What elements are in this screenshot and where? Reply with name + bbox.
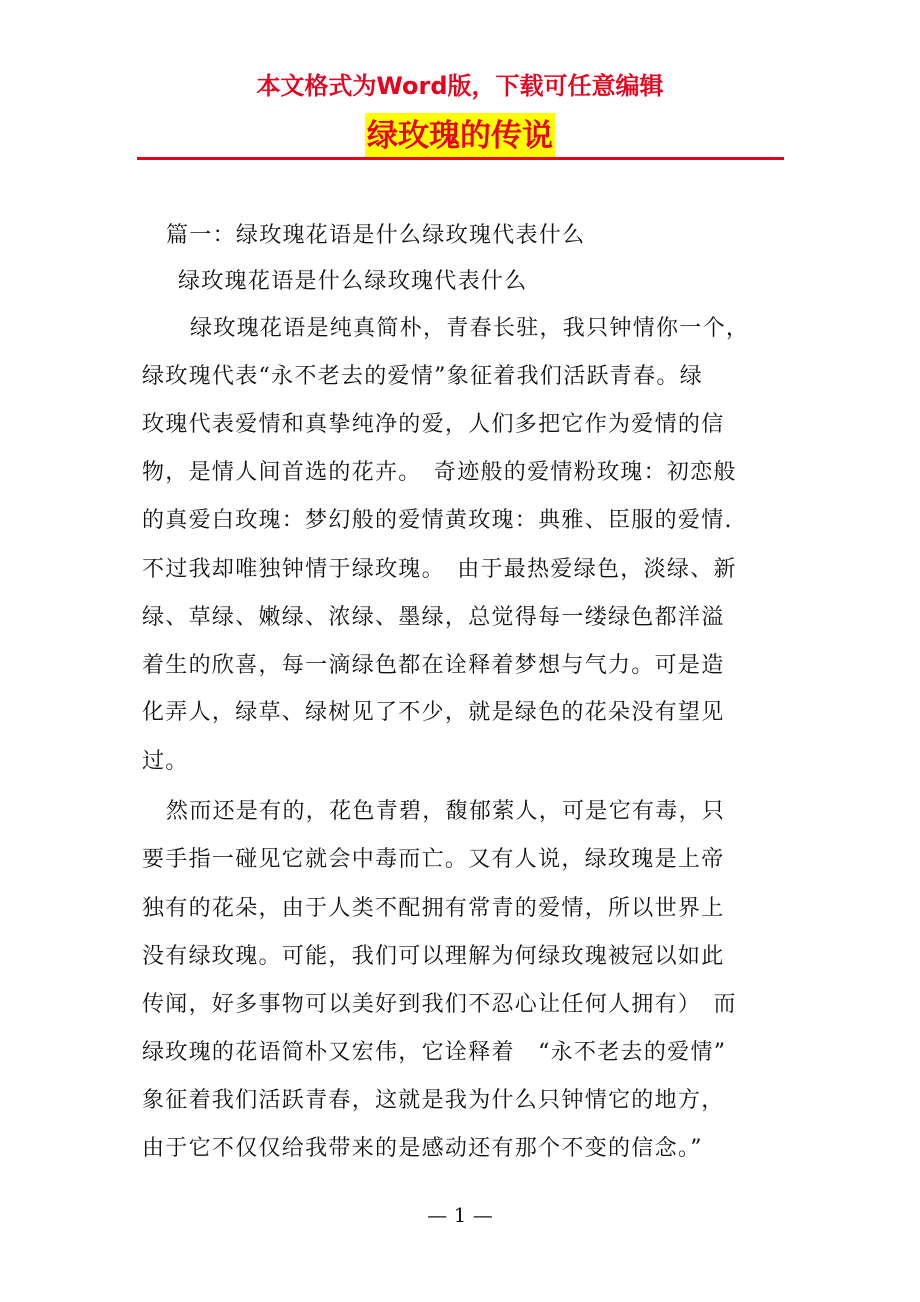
body-line: 绿、草绿、嫩绿、浓绿、墨绿，总觉得每一缕绿色都洋溢	[142, 605, 725, 630]
body-line: 着生的欣喜，每一滴绿色都在诠释着梦想与气力。可是造	[142, 653, 725, 678]
body-line: 玫瑰代表爱情和真挚纯净的爱，人们多把它作为爱情的信	[142, 412, 725, 437]
title-container	[0, 113, 920, 159]
format-notice: 本文格式为Word版，下载可任意编辑	[256, 72, 664, 100]
body-line: 过。	[142, 749, 189, 774]
body-line: 独有的花朵，由于人类不配拥有常青的爱情，所以世界上	[142, 896, 725, 921]
body-line: 由于它不仅仅给我带来的是感动还有那个不变的信念。”	[142, 1136, 703, 1161]
body-line: 然而还是有的，花色青碧，馥郁萦人，可是它有毒，只	[166, 799, 726, 824]
title-divider	[137, 157, 784, 160]
page-number: — 1 —	[427, 1203, 493, 1227]
body-line: 传闻，好多事物可以美好到我们不忍心让任何人拥有） 而	[142, 992, 737, 1017]
body-line: 物，是情人间首选的花卉。 奇迹般的爱情粉玫瑰：初恋般	[142, 460, 737, 485]
body-line: 篇一：绿玫瑰花语是什么绿玫瑰代表什么	[166, 223, 586, 248]
body-line: 化弄人，绿草、绿树见了不少，就是绿色的花朵没有望见	[142, 700, 725, 725]
body-line: 象征着我们活跃青春，这就是我为什么只钟情它的地方，	[142, 1088, 725, 1113]
document-title: 绿玫瑰的传说	[365, 113, 555, 159]
body-line: 要手指一碰见它就会中毒而亡。又有人说，绿玫瑰是上帝	[142, 847, 725, 872]
body-line: 绿玫瑰花语是什么绿玫瑰代表什么	[178, 269, 528, 294]
body-line: 绿玫瑰花语是纯真简朴，青春长驻，我只钟情你一个，	[190, 316, 750, 341]
body-line: 绿玫瑰的花语简朴又宏伟，它诠释着 “永不老去的爱情”	[142, 1040, 727, 1065]
body-line: 不过我却唯独钟情于绿玫瑰。 由于最热爱绿色，淡绿、新	[142, 557, 737, 582]
body-line: 的真爱白玫瑰：梦幻般的爱情黄玫瑰：典雅、臣服的爱情.	[142, 508, 733, 533]
body-line: 没有绿玫瑰。可能，我们可以理解为何绿玫瑰被冠以如此	[142, 944, 725, 969]
body-line: 绿玫瑰代表“永不老去的爱情”象征着我们活跃青春。绿	[142, 364, 703, 389]
